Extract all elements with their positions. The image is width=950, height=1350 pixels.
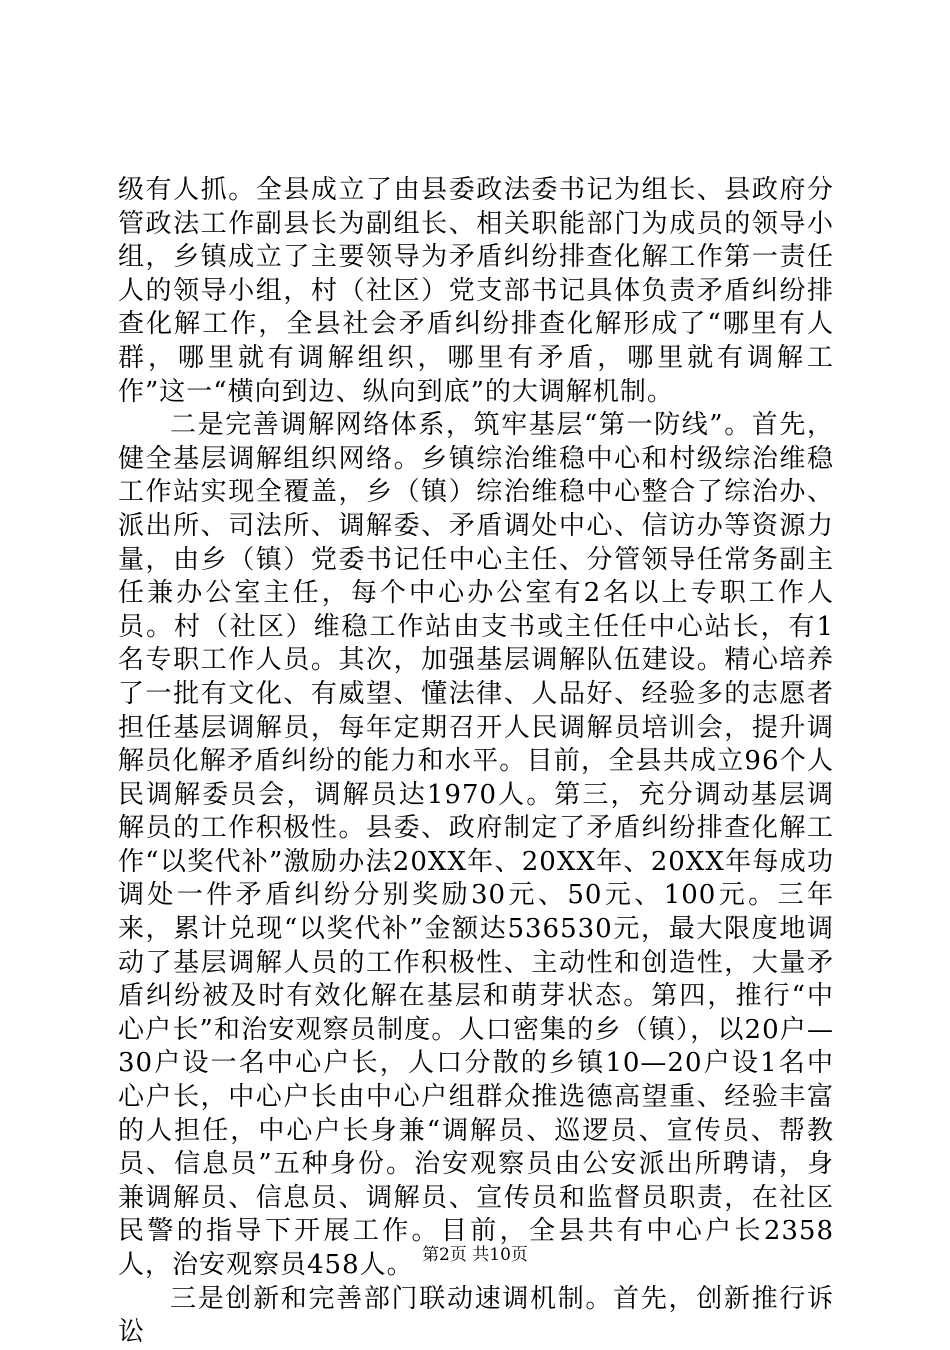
paragraph-2: 二是完善调解网络体系，筑牢基层“第一防线”。首先，健全基层调解组织网络。乡镇综治维稳中心和村级综治维稳工作站实现全覆盖，乡（镇）综治维稳中心整合了综治办、派出所、司法所、调解委、矛盾调处中心、信访办等资源力量，由乡（镇）党委书记任中心主任、分管领导任常务副主任兼办公室主任，每个中心办公室有2名以上专职工作人员。村（社区）维稳工作站由支书或主任任中心站长，有1名专职工作人员。其次，加强基层调解队伍建设。精心培养了一批有文化、有威望、懂法律、人品好、经验多的志愿者担任基层调解员，每年定期召开人民调解员培训会，提升调解员化解矛盾纠纷的能力和水平。目前，全县共成立96个人民调解委员会，调解员达1970人。第三，充分调动基层调解员的工作积极性。县委、政府制定了矛盾纠纷排查化解工作“以奖代补”激励办法20XX年、20XX年、20XX年每成功调处一件矛盾纠纷分别奖励30元、50元、100元。三年来，累计兑现“以奖代补”金额达536530元，最大限度地调动了基层调解人员的工作积极性、主动性和创造性，大量矛盾纠纷被及时有效化解在基层和萌芽状态。第四，推行“中心户长”和治安观察员制度。人口密集的乡（镇），以20户—30户设一名中心户长，人口分散的乡镇10—20户设1名中心户长，中心户长由中心户组群众推选德高望重、经验丰富的人担任，中心户长身兼“调解员、巡逻员、宣传员、帮教员、信息员”五种身份。治安观察员由公安派出所聘请，身兼调解员、信息员、调解员、宣传员和监督员职责，在社区民警的指导下开展工作。目前，全县共有中心户长2358人，治安观察员458人。 xyxy=(118,410,834,1280)
paragraph-3: 三是创新和完善部门联动速调机制。首先，创新推行诉讼 xyxy=(118,1283,834,1348)
page-number-footer: 第2页 共10页 xyxy=(422,1245,528,1265)
document-body xyxy=(118,174,834,1350)
paragraph-1: 级有人抓。全县成立了由县委政法委书记为组长、县政府分管政法工作副县长为副组长、相关职能部门为成员的领导小组，乡镇成立了主要领导为矛盾纠纷排查化解工作第一责任人的领导小组，村（社区）党支部书记具体负责矛盾纠纷排查化解工作，全县社会矛盾纠纷排查化解形成了“哪里有人群，哪里就有调解组织，哪里有矛盾，哪里就有调解工作”这一“横向到边、纵向到底”的大调解机制。 xyxy=(118,175,834,407)
